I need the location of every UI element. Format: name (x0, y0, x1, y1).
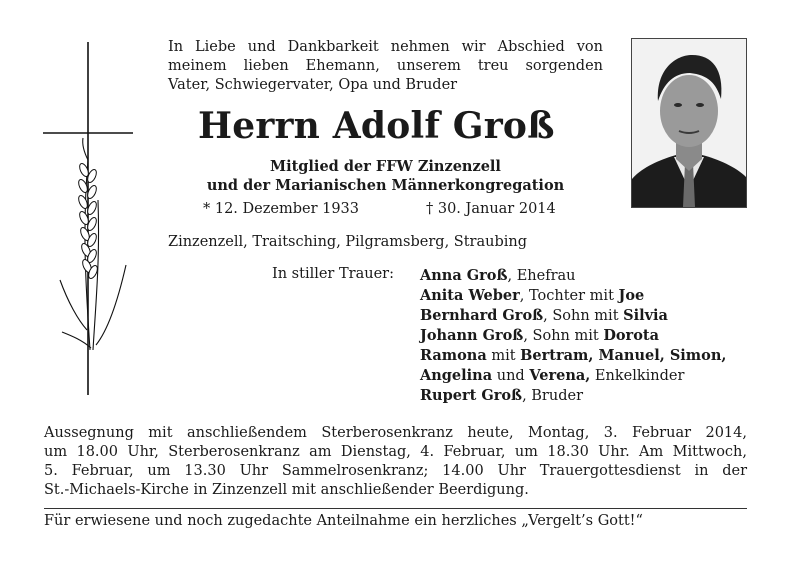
mourner-name: Bernhard Groß (420, 307, 544, 324)
mourner-line (420, 326, 726, 346)
mourner-relation: , Ehefrau (507, 268, 576, 284)
intro-text (168, 38, 603, 95)
mourner-line (420, 386, 726, 406)
mourner-name: Angelina (420, 367, 493, 384)
mourner-name: Ramona (420, 347, 487, 364)
service-details (44, 424, 747, 500)
portrait-image (632, 39, 746, 207)
service-line: 5. Februar, um 13.30 Uhr Sammelrosenkranz; 14.00 Uhr Trauergottesdienst in der (44, 463, 747, 479)
membership-line: Mitglied der FFW Zinzenzell (270, 158, 501, 175)
mourner-line (420, 346, 726, 366)
service-line: um 18.00 Uhr, Sterberosenkranz am Dienstag, 4. Februar, um 18.30 Uhr. Am Mittwoch, (44, 444, 747, 460)
intro-line: Vater, Schwiegervater, Opa und Bruder (168, 77, 458, 93)
birth-date: * 12. Dezember 1933 (203, 201, 360, 217)
mourner-name: Bertram, Manuel, Simon, (520, 347, 727, 364)
mourner-name: Verena, (529, 367, 591, 384)
mourner-relation: , Sohn mit (543, 308, 624, 324)
mourner-line (420, 286, 726, 306)
mourner-name: Rupert Groß (420, 387, 523, 404)
portrait-photo (631, 38, 747, 208)
mourner-name: Johann Groß (420, 327, 524, 344)
mourner-relation: mit (486, 348, 521, 364)
mourner-relation: , Bruder (522, 388, 584, 404)
mourners-list (420, 266, 726, 406)
membership-line: und der Marianischen Männerkongregation (206, 177, 565, 194)
mourner-name: Dorota (603, 327, 659, 344)
death-date: † 30. Januar 2014 (426, 201, 556, 217)
service-line: Aussegnung mit anschließendem Sterberosenkranz heute, Montag, 3. Februar 2014, (44, 425, 747, 441)
cross-with-wheat-icon (38, 40, 138, 400)
mourner-name: Silvia (623, 307, 668, 324)
mourner-name: Anita Weber (420, 287, 520, 304)
mourner-line (420, 266, 726, 286)
thanks-text: Für erwiesene und noch zugedachte Anteilnahme ein herzliches „Vergelt’s Gott!“ (44, 513, 643, 529)
mourner-relation: , Sohn mit (523, 328, 604, 344)
mourner-name: Anna Groß (420, 267, 508, 284)
divider (44, 508, 747, 509)
deceased-name: Herrn Adolf Groß (198, 105, 555, 147)
service-line: St.-Michaels-Kirche in Zinzenzell mit anschließender Beerdigung. (44, 482, 529, 498)
mourner-relation: Enkelkinder (590, 368, 685, 384)
intro-line: meinem lieben Ehemann, unserem treu sorgenden (168, 58, 603, 74)
mourner-line (420, 306, 726, 326)
memberships (168, 157, 603, 195)
mourner-relation: , Tochter mit (519, 288, 619, 304)
mourner-relation: und (492, 368, 530, 384)
intro-line: In Liebe und Dankbarkeit nehmen wir Abschied von (168, 39, 603, 55)
places: Zinzenzell, Traitsching, Pilgramsberg, Straubing (168, 234, 528, 250)
mourner-name: Joe (618, 287, 645, 304)
mourner-line (420, 366, 726, 386)
mourning-label: In stiller Trauer: (272, 266, 394, 282)
